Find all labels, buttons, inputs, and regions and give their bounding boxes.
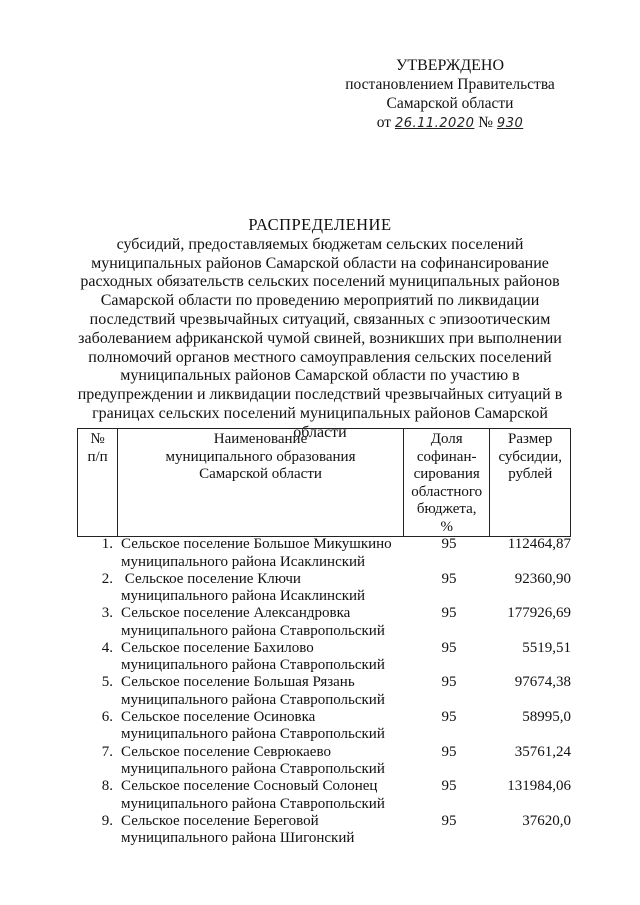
row-name-line-2: муниципального района Исаклинский (121, 588, 366, 605)
row-name-line-1: Сельское поселение Александровка (121, 605, 351, 622)
header-share-line: бюджета, (416, 501, 477, 517)
header-num (78, 429, 118, 537)
row-name-line-1: Сельское поселение Большое Микушкино (121, 536, 392, 552)
row-number: 8. (101, 778, 113, 795)
header-name-line: Самарской области (199, 466, 322, 482)
row-share: 95 (441, 743, 457, 760)
header-share-line: Доля (430, 431, 463, 447)
table-row (77, 674, 571, 709)
title-line: заболеванием африканской чумой свиней, возникших при выполнении (78, 329, 562, 347)
row-name-line-2: муниципального района Ставропольский (121, 657, 385, 674)
approval-heading: УТВЕРЖДЕНО (395, 57, 504, 74)
row-name (121, 605, 421, 640)
row-name-line-1: Сельское поселение Береговой (121, 812, 319, 829)
row-share: 95 (441, 708, 457, 725)
header-subsidy (490, 429, 571, 537)
header-share (403, 429, 490, 537)
row-name-line-2: муниципального района Ставропольский (121, 622, 385, 639)
number-sign: № (478, 114, 494, 131)
table-row (77, 709, 571, 744)
row-name-line-1: Сельское поселение Осиновка (121, 708, 316, 725)
row-name-line-1: Сельское поселение Ключи (121, 570, 301, 587)
title-line: расходных обязательств сельских поселений муниципальных районов (80, 273, 560, 291)
row-name-line-2: муниципального района Ставропольский (121, 761, 385, 778)
approval-date-handwritten: 26.11.2020 (394, 116, 475, 131)
row-subsidy: 35761,24 (514, 743, 571, 760)
row-share: 95 (441, 639, 457, 656)
row-name (121, 813, 421, 848)
table-row (77, 605, 571, 640)
document-title (70, 216, 570, 443)
row-name (121, 674, 421, 709)
date-prefix: от (376, 114, 392, 131)
row-number: 5. (101, 674, 113, 691)
title-line: муниципальных районов Самарской области по участию в (120, 367, 520, 385)
header-row (78, 429, 571, 537)
title-line: муниципальных районов Самарской области на софинансирование (91, 254, 549, 272)
row-name (121, 709, 421, 744)
approval-number-handwritten: 930 (496, 116, 524, 131)
header-subsidy-line: Размер (508, 431, 553, 447)
header-name (118, 429, 404, 537)
table-row (77, 744, 571, 779)
header-share-line: сирования (413, 466, 480, 482)
approval-line-1: постановлением Правительства (345, 76, 555, 93)
row-share: 95 (441, 812, 457, 829)
row-share: 95 (441, 674, 457, 691)
title-line: полномочий органов местного самоуправления сельских поселений (88, 348, 552, 366)
subsidy-table-header (77, 428, 571, 537)
title-line: субсидий, предоставляемых бюджетам сельских поселений (116, 235, 524, 253)
subsidy-table-body (77, 536, 571, 847)
header-num-line: № (90, 431, 105, 447)
row-name (121, 571, 421, 606)
table-row (77, 778, 571, 813)
row-number: 4. (101, 639, 113, 656)
row-name-line-1: Сельское поселение Сосновый Солонец (121, 778, 378, 795)
row-number: 6. (101, 708, 113, 725)
row-number: 9. (101, 812, 113, 829)
row-subsidy: 5519,51 (522, 639, 571, 656)
row-name-line-2: муниципального района Исаклинский (121, 553, 366, 570)
header-num-line: п/п (87, 448, 108, 465)
title-line: последствий чрезвычайных ситуаций, связанных с эпизоотическим (89, 310, 551, 328)
approval-line-2: Самарской области (386, 95, 514, 112)
row-name-line-2: муниципального района Шигонский (121, 830, 355, 847)
header-name-line: Наименование (213, 431, 308, 447)
approval-date-line (340, 113, 560, 133)
header-share-line: софинан- (416, 448, 477, 465)
row-share: 95 (441, 605, 457, 622)
row-name-line-1: Сельское поселение Севрюкаево (121, 743, 331, 760)
title-heading: РАСПРЕДЕЛЕНИЕ (248, 215, 392, 234)
title-line: границах сельских поселений муниципальных районов Самарской области (92, 404, 548, 441)
row-share: 95 (441, 570, 457, 587)
row-subsidy: 58995,0 (522, 708, 571, 725)
row-share: 95 (441, 536, 457, 552)
row-name (121, 640, 421, 675)
row-name-line-2: муниципального района Ставропольский (121, 726, 385, 743)
row-subsidy: 97674,38 (514, 674, 571, 691)
row-share: 95 (441, 778, 457, 795)
header-share-line: областного (411, 483, 483, 500)
row-number: 2. (101, 570, 113, 587)
approval-block (340, 56, 560, 133)
row-number: 3. (101, 605, 113, 622)
row-subsidy: 131984,06 (507, 778, 571, 795)
header-share-line: % (440, 518, 453, 535)
row-name (121, 744, 421, 779)
row-subsidy: 177926,69 (507, 605, 571, 622)
title-line: предупреждении и ликвидации последствий чрезвычайных ситуаций в (77, 386, 563, 404)
header-subsidy-line: субсидии, (498, 448, 562, 465)
row-number: 1. (101, 536, 113, 552)
row-name-line-1: Сельское поселение Большая Рязань (121, 674, 355, 691)
header-subsidy-line: рублей (508, 466, 553, 482)
row-subsidy: 37620,0 (522, 812, 571, 829)
row-name (121, 536, 421, 571)
table-row (77, 571, 571, 606)
table-row (77, 536, 571, 571)
title-line: Самарской области по проведению мероприятий по ликвидации (100, 292, 540, 310)
header-name-line: муниципального образования (165, 448, 356, 465)
row-name (121, 778, 421, 813)
table-row (77, 640, 571, 675)
table-row (77, 813, 571, 848)
row-number: 7. (101, 743, 113, 760)
row-subsidy: 92360,90 (514, 570, 571, 587)
row-subsidy: 112464,87 (507, 536, 571, 552)
row-name-line-2: муниципального района Ставропольский (121, 691, 385, 708)
row-name-line-1: Сельское поселение Бахилово (121, 639, 314, 656)
row-name-line-2: муниципального района Ставропольский (121, 795, 385, 812)
